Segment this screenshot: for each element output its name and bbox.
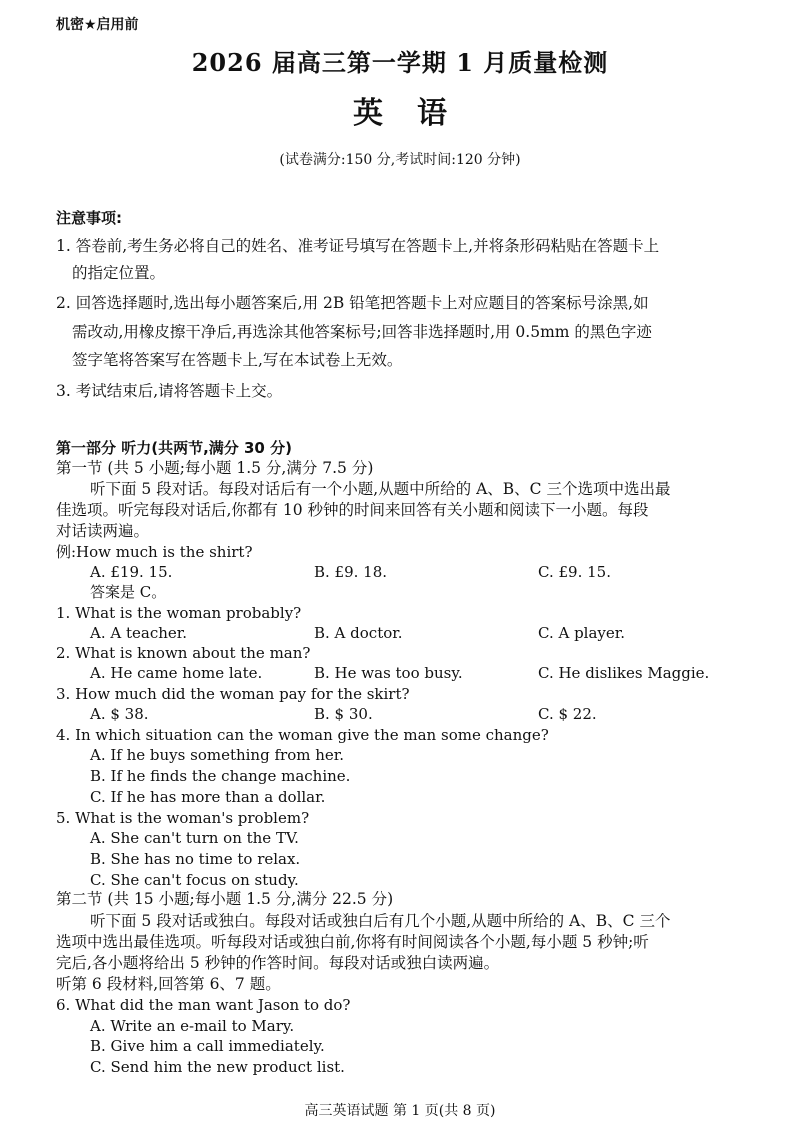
notice-line: 需改动,用橡皮擦干净后,再选涂其他答案标号;回答非选择题时,用 0.5mm 的黑色字迹 xyxy=(72,323,652,341)
question-5-option-b: B. She has no time to relax. xyxy=(90,850,301,868)
question-1: 1. What is the woman probably? xyxy=(56,604,302,622)
question-4-option-a: A. If he buys something from her. xyxy=(90,746,345,764)
question-3-option-a: A. $ 38. xyxy=(90,705,149,723)
question-3-option-b: B. $ 30. xyxy=(314,705,373,723)
question-5-option-c: C. She can't focus on study. xyxy=(90,871,299,889)
question-3-option-c: C. $ 22. xyxy=(538,705,597,723)
example-option-c: C. £9. 15. xyxy=(538,563,611,581)
question-1-option-a: A. A teacher. xyxy=(90,624,188,642)
question-5-option-a: A. She can't turn on the TV. xyxy=(90,829,299,847)
subject-title: 英语 xyxy=(353,96,481,131)
section1-heading: 第一节 (共 5 小题;每小题 1.5 分,满分 7.5 分) xyxy=(56,459,374,477)
question-3: 3. How much did the woman pay for the skirt? xyxy=(56,685,410,703)
example-question: 例:How much is the shirt? xyxy=(56,543,253,561)
question-2-option-b: B. He was too busy. xyxy=(314,664,463,682)
example-option-a: A. £19. 15. xyxy=(90,563,173,581)
section1-instructions: 听下面 5 段对话。每段对话后有一个小题,从题中所给的 A、B、C 三个选项中选出最 xyxy=(90,480,671,498)
section2-instructions: 完后,各小题将给出 5 秒钟的作答时间。每段对话或独白读两遍。 xyxy=(56,954,500,972)
question-6-option-a: A. Write an e-mail to Mary. xyxy=(90,1017,295,1035)
material-prompt: 听第 6 段材料,回答第 6、7 题。 xyxy=(56,975,281,993)
exam-title: 2026 届高三第一学期 1 月质量检测 xyxy=(191,48,609,77)
exam-meta: (试卷满分:150 分,考试时间:120 分钟) xyxy=(279,152,521,168)
question-6: 6. What did the man want Jason to do? xyxy=(56,996,351,1014)
notice-line: 2. 回答选择题时,选出每小题答案后,用 2B 铅笔把答题卡上对应题目的答案标号涂黑,如 xyxy=(56,294,649,312)
question-2-option-a: A. He came home late. xyxy=(90,664,263,682)
notice-line: 1. 答卷前,考生务必将自己的姓名、准考证号填写在答题卡上,并将条形码粘贴在答题卡上 xyxy=(56,237,660,255)
section2-instructions: 听下面 5 段对话或独白。每段对话或独白后有几个小题,从题中所给的 A、B、C 三个 xyxy=(90,912,671,930)
notice-line: 签字笔将答案写在答题卡上,写在本试卷上无效。 xyxy=(72,351,403,369)
question-4-option-b: B. If he finds the change machine. xyxy=(90,767,351,785)
notice-heading: 注意事项: xyxy=(56,209,122,227)
question-4-option-c: C. If he has more than a dollar. xyxy=(90,788,326,806)
question-6-option-c: C. Send him the new product list. xyxy=(90,1058,345,1076)
section2-heading: 第二节 (共 15 小题;每小题 1.5 分,满分 22.5 分) xyxy=(56,890,394,908)
question-6-option-b: B. Give him a call immediately. xyxy=(90,1037,325,1055)
confidential-label: 机密★启用前 xyxy=(56,17,139,33)
question-4: 4. In which situation can the woman give the man some change? xyxy=(56,726,549,744)
page-footer: 高三英语试题 第 1 页(共 8 页) xyxy=(304,1103,496,1119)
notice-line: 的指定位置。 xyxy=(72,264,166,282)
example-option-b: B. £9. 18. xyxy=(314,563,388,581)
question-2: 2. What is known about the man? xyxy=(56,644,311,662)
example-answer: 答案是 C。 xyxy=(90,583,167,601)
question-1-option-c: C. A player. xyxy=(538,624,626,642)
section1-instructions: 佳选项。听完每段对话后,你都有 10 秒钟的时间来回答有关小题和阅读下一小题。每段 xyxy=(56,501,649,519)
part1-heading: 第一部分 听力(共两节,满分 30 分) xyxy=(56,439,292,457)
section1-instructions: 对话读两遍。 xyxy=(56,522,150,540)
notice-line: 3. 考试结束后,请将答题卡上交。 xyxy=(56,382,283,400)
question-5: 5. What is the woman's problem? xyxy=(56,809,310,827)
question-1-option-b: B. A doctor. xyxy=(314,624,403,642)
section2-instructions: 选项中选出最佳选项。听每段对话或独白前,你将有时间阅读各个小题,每小题 5 秒钟;听 xyxy=(56,933,649,951)
question-2-option-c: C. He dislikes Maggie. xyxy=(538,664,710,682)
